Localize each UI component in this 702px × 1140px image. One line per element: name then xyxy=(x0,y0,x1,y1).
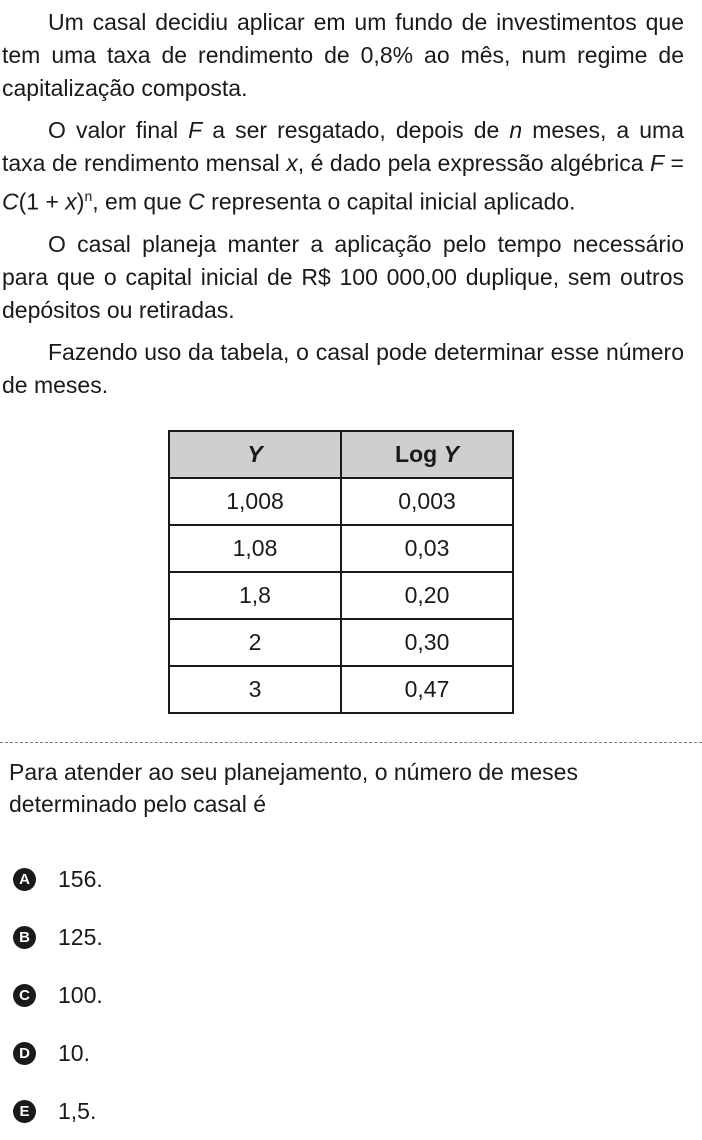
paragraph-3: O casal planeja manter a aplicação pelo tempo necessário para que o capital inicial de R$ 100 000,00 duplique, sem outros depósitos ou retiradas. xyxy=(2,230,684,323)
table-cell-log: 0,47 xyxy=(341,666,513,713)
text-fragment: O valor final xyxy=(48,117,189,143)
option-d-text: 10. xyxy=(58,1039,90,1066)
formula-x: x xyxy=(65,188,77,215)
var-C: C xyxy=(188,188,205,215)
table-row xyxy=(169,478,513,525)
option-e[interactable] xyxy=(13,1082,103,1140)
table-cell-y: 1,008 xyxy=(169,478,341,525)
statement-text xyxy=(2,6,684,402)
var-x: x xyxy=(286,150,298,176)
formula-C: C xyxy=(2,188,19,215)
paragraph-2-formula xyxy=(2,114,684,219)
formula-eq: = xyxy=(664,150,684,176)
table-cell-log: 0,003 xyxy=(341,478,513,525)
letter-d-icon: D xyxy=(13,1042,36,1065)
option-d[interactable] xyxy=(13,1024,103,1082)
option-c-text: 100. xyxy=(58,981,103,1008)
dashed-divider xyxy=(0,742,702,743)
table-row xyxy=(169,525,513,572)
text-fragment: representa o capital inicial aplicado. xyxy=(204,188,576,215)
option-c[interactable] xyxy=(13,966,103,1024)
table-row xyxy=(169,572,513,619)
header-y-label: Y xyxy=(247,441,263,467)
table-cell-log: 0,20 xyxy=(341,572,513,619)
letter-c-icon: C xyxy=(13,984,36,1007)
formula-F: F xyxy=(650,150,665,176)
table-cell-y: 1,08 xyxy=(169,525,341,572)
text-fragment: a ser resgatado, depois de xyxy=(202,117,510,143)
table-cell-y: 1,8 xyxy=(169,572,341,619)
table-cell-y: 3 xyxy=(169,666,341,713)
question-text: Para atender ao seu planejamento, o número de meses determinado pelo casal é xyxy=(9,759,578,817)
paragraph-1: Um casal decidiu aplicar em um fundo de investimentos que tem uma taxa de rendimento de 0,8% ao mês, num regime de capitalização composta. xyxy=(2,9,684,101)
var-n: n xyxy=(509,117,523,143)
letter-e-icon: E xyxy=(13,1100,36,1123)
option-b[interactable] xyxy=(13,908,103,966)
table-row xyxy=(169,666,513,713)
header-log-y xyxy=(341,431,513,478)
paragraph-4: Fazendo uso da tabela, o casal pode determinar esse número de meses. xyxy=(2,338,684,398)
option-b-text: 125. xyxy=(58,923,103,950)
letter-b-icon: B xyxy=(13,926,36,949)
option-a-text: 156. xyxy=(58,865,103,892)
table-cell-log: 0,30 xyxy=(341,619,513,666)
table-cell-log: 0,03 xyxy=(341,525,513,572)
formula-exponent: n xyxy=(84,188,93,204)
table-header-row xyxy=(169,431,513,478)
header-log-y-var: Y xyxy=(443,441,459,467)
table-cell-y: 2 xyxy=(169,619,341,666)
option-e-text: 1,5. xyxy=(58,1097,97,1124)
letter-a-icon: A xyxy=(13,868,36,891)
option-a[interactable] xyxy=(13,850,103,908)
text-fragment: meses, a uma taxa de rendimento mensal xyxy=(2,117,684,176)
formula-close: ) xyxy=(76,188,85,215)
formula-paren: (1 + xyxy=(18,188,66,215)
var-F: F xyxy=(188,117,203,143)
answer-options xyxy=(13,850,103,1140)
text-fragment: , é dado pela expressão algébrica xyxy=(297,150,650,176)
text-fragment: , em que xyxy=(92,188,189,215)
header-y xyxy=(169,431,341,478)
log-table xyxy=(168,430,514,714)
table-row xyxy=(169,619,513,666)
header-log-label: Log xyxy=(395,441,444,467)
